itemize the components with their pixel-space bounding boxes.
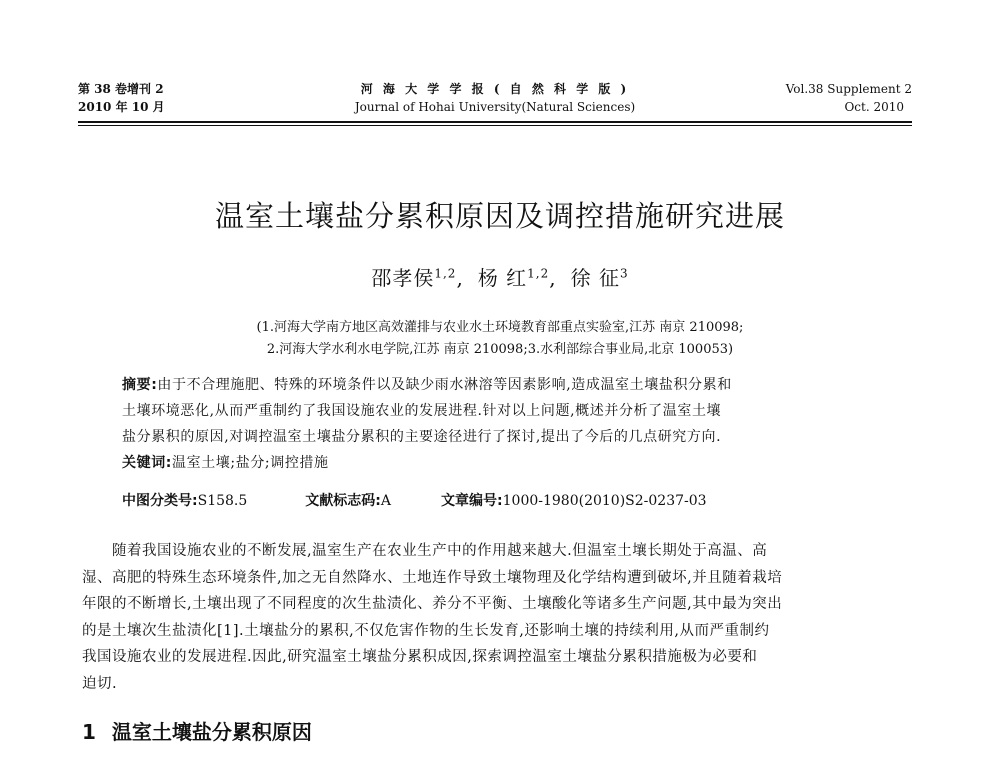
publication-date-english: Oct. 2010: [844, 100, 904, 114]
author-affiliation-mark: 1,2: [527, 266, 550, 281]
abstract-text: 由于不合理施肥、特殊的环境条件以及缺少雨水淋溶等因素影响,造成温室土壤盐积分累和: [157, 377, 732, 393]
author-name: 徐 征: [570, 266, 620, 290]
article-number-label: 文章编号:: [441, 493, 503, 509]
author-affiliation-mark: 3: [619, 266, 629, 281]
header-rule-thick: [78, 121, 912, 123]
clc-value: S158.5: [197, 493, 248, 509]
volume-supplement: Vol.38 Supplement 2: [785, 82, 912, 96]
header-rule-thin: [78, 125, 912, 126]
affiliation-line-1: (1.河海大学南方地区高效灌排与农业水土环境教育部重点实验室,江苏 南京 210098;: [256, 320, 744, 335]
keywords-text: 温室土壤;盐分;调控措施: [172, 455, 329, 471]
paragraph-line: 随着我国设施农业的不断发展,温室生产在农业生产中的作用越来越大.但温室土壤长期处于高温、高: [112, 543, 768, 559]
abstract-line: 盐分累积的原因,对调控温室土壤盐分累积的主要途径进行了探讨,提出了今后的几点研究方向.: [122, 429, 722, 445]
journal-header: [78, 80, 912, 120]
journal-title-chinese: 河 海 大 学 学 报 ( 自 然 科 学 版 ): [360, 82, 630, 96]
section-title: 温室土壤盐分累积原因: [111, 720, 312, 744]
abstract-label: 摘要:: [122, 377, 158, 393]
author-list: [0, 262, 1000, 291]
volume-issue: 第 38 卷增刊 2: [78, 82, 164, 96]
keywords-label: 关键词:: [122, 455, 172, 471]
journal-title-english: Journal of Hohai University(Natural Sciences): [354, 100, 636, 114]
paragraph-line: 年限的不断增长,土壤出现了不同程度的次生盐渍化、养分不平衡、土壤酸化等诸多生产问题,其中最为突出: [82, 596, 783, 612]
paper-title: 温室土壤盐分累积原因及调控措施研究进展: [214, 199, 785, 233]
document-code: [305, 490, 391, 510]
keywords-line: [122, 450, 892, 476]
author-name: 邵孝侯: [371, 266, 435, 290]
document-code-value: A: [380, 493, 392, 509]
intro-paragraph: [82, 538, 912, 697]
clc-number: [122, 490, 247, 510]
abstract-line: [122, 372, 892, 398]
paragraph-line: 的是土壤次生盐渍化[1].土壤盐分的累积,不仅危害作物的生长发育,还影响土壤的持续利用,从而严重制约: [82, 622, 770, 639]
volume-info-english: [786, 80, 912, 116]
affiliation-line-2: 2.河海大学水利水电学院,江苏 南京 210098;3.水利部综合事业局,北京 100053): [266, 342, 734, 357]
clc-label: 中图分类号:: [122, 493, 198, 509]
article-number: [441, 490, 707, 510]
abstract-block: [122, 372, 892, 476]
classification-line: [122, 490, 707, 510]
section-number: 1: [82, 720, 96, 744]
author-name: 杨 红: [477, 266, 528, 290]
article-number-value: 1000-1980(2010)S2-0237-03: [502, 493, 707, 509]
section-heading: [82, 716, 312, 745]
paragraph-line: 我国设施农业的发展进程.因此,研究温室土壤盐分累积成因,探索调控温室土壤盐分累积措施极为必要和: [82, 649, 758, 665]
document-code-label: 文献标志码:: [305, 493, 381, 509]
abstract-line: 土壤环境恶化,从而严重制约了我国设施农业的发展进程.针对以上问题,概述并分析了温室土壤: [122, 403, 722, 419]
paragraph-line: 湿、高肥的特殊生态环境条件,加之无自然降水、土地连作导致土壤物理及化学结构遭到破坏,并且随着栽培: [82, 569, 783, 586]
author-affiliation-mark: 1,2: [434, 266, 457, 281]
author-separator: ,: [549, 266, 557, 290]
author-separator: ,: [456, 266, 464, 290]
publication-date: 2010 年 10 月: [78, 100, 165, 114]
paragraph-line: 迫切.: [82, 675, 118, 692]
